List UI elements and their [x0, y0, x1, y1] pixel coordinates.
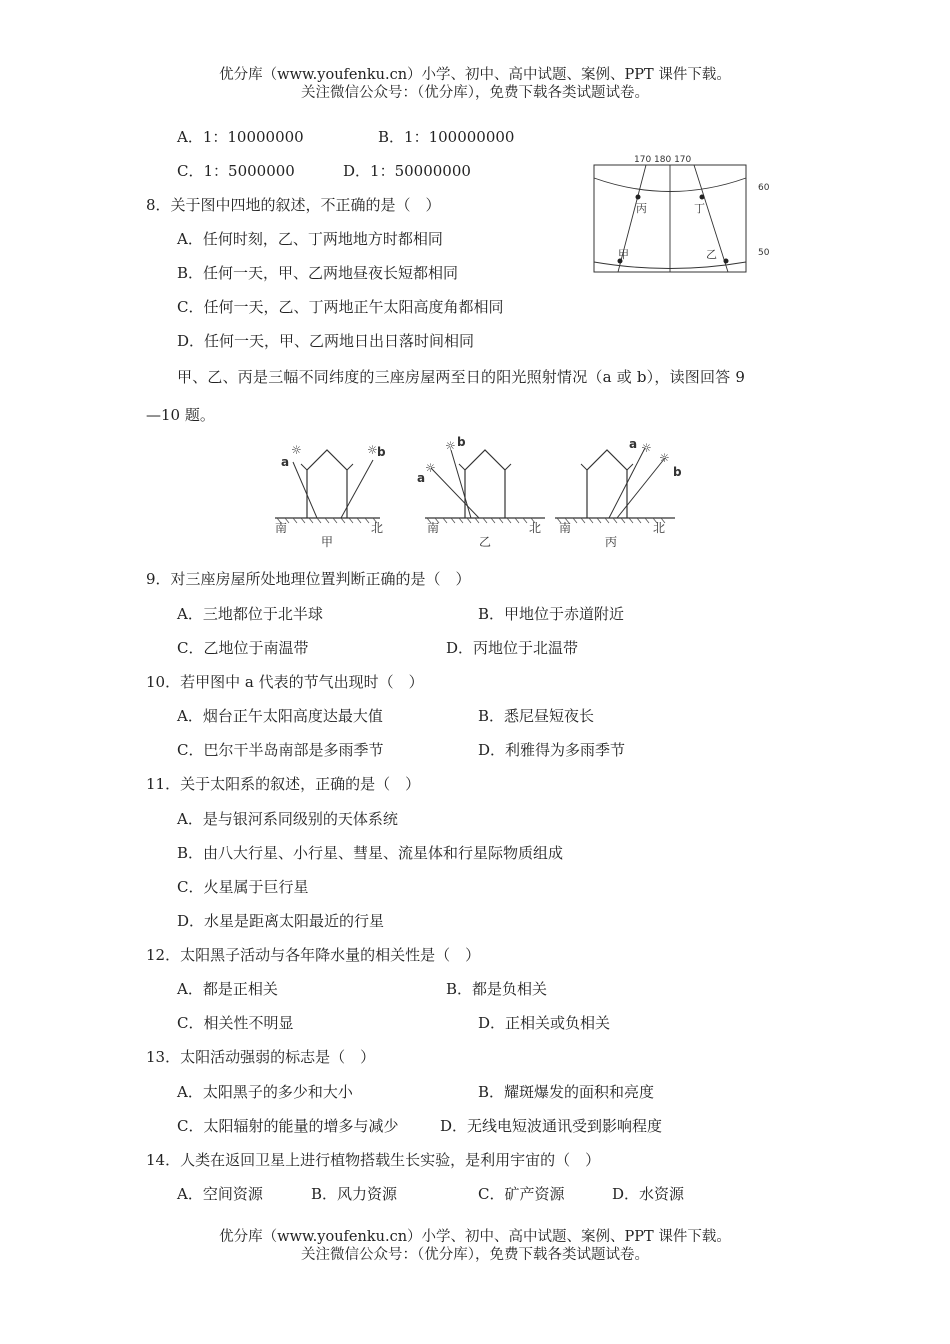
svg-text:北: 北	[371, 521, 384, 535]
q14-option-b: B．风力资源	[311, 1185, 398, 1203]
map-longitude-labels: 170 180 170	[634, 155, 692, 165]
svg-text:北: 北	[529, 521, 542, 535]
house-jia	[275, 443, 386, 549]
q12-option-c: C．相关性不明显	[177, 1014, 294, 1032]
q12-option-a: A．都是正相关	[177, 980, 278, 998]
q13-option-a: A．太阳黑子的多少和大小	[177, 1083, 353, 1101]
q9-option-d: D．丙地位于北温带	[446, 639, 579, 657]
svg-text:乙: 乙	[479, 535, 492, 549]
house-yi	[417, 435, 545, 549]
q13-option-b: B．耀斑爆发的面积和亮度	[478, 1083, 655, 1101]
q12-option-d: D．正相关或负相关	[478, 1014, 611, 1032]
q11-option-c: C．火星属于巨行星	[177, 878, 309, 896]
house-bing	[555, 437, 682, 549]
svg-text:北: 北	[653, 521, 666, 535]
intro-line-1: 甲、乙、丙是三幅不同纬度的三座房屋两至日的阳光照射情况（a 或 b），读图回答 9	[177, 368, 746, 386]
q8-option-c: C．任何一天，乙、丁两地正午太阳高度角都相同	[177, 298, 504, 316]
svg-text:南: 南	[275, 521, 288, 535]
map-lat-60: 60	[758, 183, 770, 193]
q13-option-d: D．无线电短波通讯受到影响程度	[440, 1117, 663, 1135]
q11-option-d: D．水星是距离太阳最近的行星	[177, 912, 385, 930]
q9-option-b: B．甲地位于赤道附近	[478, 605, 625, 623]
q12-stem: 12．太阳黑子活动与各年降水量的相关性是（ ）	[146, 946, 481, 964]
svg-text:b: b	[673, 465, 682, 479]
svg-text:☼: ☼	[445, 439, 456, 453]
q11-stem: 11．关于太阳系的叙述，正确的是（ ）	[146, 775, 421, 793]
svg-text:南: 南	[559, 521, 572, 535]
svg-text:☼: ☼	[367, 443, 378, 457]
svg-text:a: a	[629, 437, 638, 451]
svg-text:丙: 丙	[605, 535, 618, 549]
header-line-2: 关注微信公众号：（优分库），免费下载各类试题试卷。	[301, 85, 649, 101]
svg-text:b: b	[377, 445, 386, 459]
map-label-ding: 丁	[694, 202, 705, 215]
q10-option-b: B．悉尼昼短夜长	[478, 707, 595, 725]
header-line-1: 优分库（www.youfenku.cn）小学、初中、高中试题、案例、PPT 课件下载。	[219, 67, 731, 83]
q9-stem: 9．对三座房屋所处地理位置判断正确的是（ ）	[146, 570, 471, 588]
svg-text:a: a	[281, 455, 290, 469]
q7-option-b: B．1：100000000	[378, 128, 515, 146]
q14-option-a: A．空间资源	[177, 1185, 263, 1203]
intro-line-2: —10 题。	[146, 406, 215, 424]
svg-text:☼: ☼	[291, 443, 302, 457]
q14-option-d: D．水资源	[612, 1185, 685, 1203]
svg-text:☼: ☼	[641, 441, 652, 455]
q14-stem: 14．人类在返回卫星上进行植物搭载生长实验，是利用宇宙的（ ）	[146, 1151, 601, 1169]
q10-option-a: A．烟台正午太阳高度达最大值	[177, 707, 383, 725]
svg-text:a: a	[417, 471, 426, 485]
map-lat-50: 50	[758, 248, 770, 258]
q8-option-b: B．任何一天，甲、乙两地昼夜长短都相同	[177, 264, 459, 282]
q7-option-d: D．1：50000000	[343, 162, 471, 180]
q7-option-a: A．1：10000000	[177, 128, 304, 146]
houses-figure	[265, 432, 690, 550]
svg-text:甲: 甲	[321, 535, 334, 549]
q13-option-c: C．太阳辐射的能量的增多与减少	[177, 1117, 399, 1135]
q12-option-b: B．都是负相关	[446, 980, 548, 998]
q13-stem: 13．太阳活动强弱的标志是（ ）	[146, 1048, 376, 1066]
q9-option-a: A．三地都位于北半球	[177, 605, 323, 623]
map-label-bing: 丙	[636, 202, 647, 215]
svg-text:b: b	[457, 435, 466, 449]
q10-stem: 10．若甲图中 a 代表的节气出现时（ ）	[146, 673, 424, 691]
footer-line-2: 关注微信公众号：（优分库），免费下载各类试题试卷。	[301, 1247, 649, 1263]
graticule-map	[588, 150, 788, 280]
q11-option-a: A．是与银河系同级别的天体系统	[177, 810, 398, 828]
q14-option-c: C．矿产资源	[478, 1185, 565, 1203]
svg-text:☼: ☼	[659, 451, 670, 465]
q11-option-b: B．由八大行星、小行星、彗星、流星体和行星际物质组成	[177, 844, 564, 862]
q9-option-c: C．乙地位于南温带	[177, 639, 309, 657]
map-label-jia: 甲	[618, 248, 629, 261]
map-label-yi: 乙	[706, 248, 717, 261]
q8-stem: 8．关于图中四地的叙述，不正确的是（ ）	[146, 196, 441, 214]
footer-line-1: 优分库（www.youfenku.cn）小学、初中、高中试题、案例、PPT 课件下载。	[219, 1229, 731, 1245]
q8-option-a: A．任何时刻，乙、丁两地地方时都相同	[177, 230, 443, 248]
q8-option-d: D．任何一天，甲、乙两地日出日落时间相同	[177, 332, 475, 350]
svg-text:☼: ☼	[425, 461, 436, 475]
q7-option-c: C．1：5000000	[177, 162, 295, 180]
svg-text:南: 南	[427, 521, 440, 535]
q10-option-c: C．巴尔干半岛南部是多雨季节	[177, 741, 384, 759]
q10-option-d: D．利雅得为多雨季节	[478, 741, 626, 759]
